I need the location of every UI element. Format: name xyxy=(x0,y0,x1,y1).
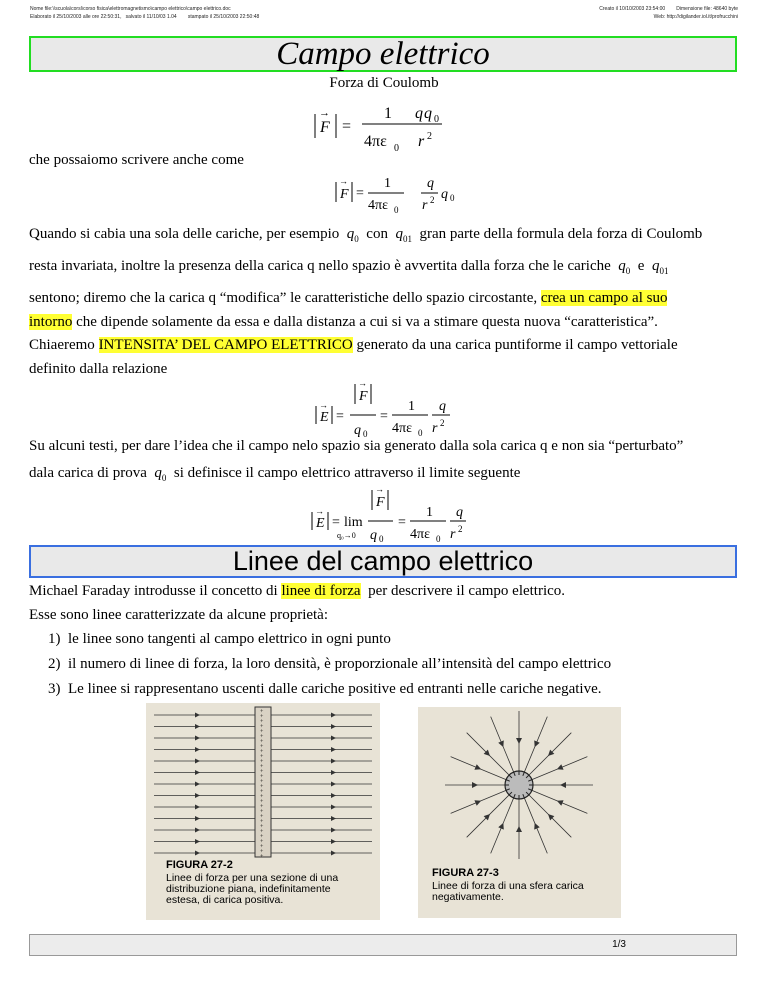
plus-sign: + xyxy=(260,799,264,805)
arrow-icon xyxy=(498,740,506,748)
figure-caption xyxy=(166,873,338,906)
plus-sign: + xyxy=(260,834,264,840)
plus-sign: + xyxy=(260,759,264,765)
sup-2: 2 xyxy=(440,418,445,428)
arrow-icon xyxy=(195,759,200,764)
sub-zero: 0 xyxy=(436,534,441,544)
plus-sign: + xyxy=(260,779,264,785)
text: che dipende solamente da essa e dalla distanza a cui si va a stimare questa nuova “caratteristica”. xyxy=(76,314,658,330)
text: sentono; diremo che la carica q “modifica” le caratteristiche dello spazio circostante, xyxy=(29,290,538,306)
eq-sign: = xyxy=(356,186,364,201)
header-created: Creato il 10/10/2003 23:54:00 xyxy=(599,6,666,12)
plus-sign: + xyxy=(260,754,264,760)
arrow-icon xyxy=(195,805,200,810)
sub-zero: 0 xyxy=(418,428,423,438)
formula-limit-definition xyxy=(308,486,468,546)
arrow-icon xyxy=(331,782,336,787)
section2-intro xyxy=(29,582,565,600)
arrow-icon xyxy=(195,713,200,718)
arrow-icon xyxy=(195,828,200,833)
plus-sign: + xyxy=(260,854,264,860)
sub-zero: 0 xyxy=(450,193,455,203)
text: Chiaeremo xyxy=(29,337,95,353)
figure-title: FIGURA 27-3 xyxy=(432,867,499,879)
props-intro: Esse sono linee caratterizzate da alcune proprietà: xyxy=(29,607,329,623)
plus-sign: + xyxy=(260,744,264,750)
sym-q: q xyxy=(427,176,434,191)
sym-q: q xyxy=(456,505,463,520)
lim-symbol: lim xyxy=(344,515,363,530)
arrow-icon xyxy=(472,782,478,788)
arrow-icon xyxy=(331,793,336,798)
caption-line: distribuzione piana, indefinitamente xyxy=(166,883,331,895)
plus-sign: + xyxy=(260,709,264,715)
sub-zero: 0 xyxy=(363,429,368,439)
sub-zero: 0 xyxy=(434,114,439,125)
arrow-icon xyxy=(474,764,482,772)
arrow-icon xyxy=(331,713,336,718)
plus-sign: + xyxy=(260,724,264,730)
eq-sign: = xyxy=(380,409,388,424)
sym-r: r xyxy=(422,198,428,213)
subtitle-coulomb: Forza di Coulomb xyxy=(329,75,439,91)
arrow-icon xyxy=(331,816,336,821)
caption-line: Linee di forza di una sfera carica xyxy=(432,880,584,892)
plus-sign: + xyxy=(260,814,264,820)
eq-sign: = xyxy=(342,118,352,135)
num-one: 1 xyxy=(408,399,415,414)
arrow-icon xyxy=(195,724,200,729)
num-one: 1 xyxy=(384,105,392,122)
arrow-icon xyxy=(331,805,336,810)
sub-zero: 0 xyxy=(394,205,399,215)
arrow-icon xyxy=(516,738,522,744)
arrow-icon xyxy=(560,782,566,788)
num-one: 1 xyxy=(384,176,391,191)
page-number: 1/3 xyxy=(612,939,626,950)
formula-coulomb-1 xyxy=(310,96,460,156)
item-number: 3) xyxy=(48,681,61,697)
plus-sign: + xyxy=(260,819,264,825)
plus-sign: + xyxy=(260,764,264,770)
sym-q0: q xyxy=(441,187,448,202)
svg-text:→: → xyxy=(339,176,348,186)
plus-sign: + xyxy=(260,734,264,740)
list-item xyxy=(48,655,611,673)
text: si definisce il campo elettrico attraverso il limite seguente xyxy=(173,465,521,481)
header-saved: salvato il 11/10/03 1.04 xyxy=(125,14,177,20)
sym-q0: q xyxy=(370,528,377,543)
sup-2: 2 xyxy=(458,524,463,534)
plus-sign: + xyxy=(260,769,264,775)
page-footer xyxy=(29,934,737,956)
text: dala carica di prova xyxy=(29,465,147,481)
list-item xyxy=(48,680,602,698)
figure-title: FIGURA 27-2 xyxy=(166,859,233,871)
arrow-icon xyxy=(195,770,200,775)
list-item xyxy=(48,630,391,648)
symbol-F: F xyxy=(376,495,385,510)
arrow-icon xyxy=(195,793,200,798)
arrow-icon xyxy=(331,747,336,752)
arrow-icon xyxy=(195,736,200,741)
arrow-icon xyxy=(474,798,482,806)
para1-line4 xyxy=(29,313,658,331)
para3-line2: dala carica di prova $q_0$ si definisce il campo elettrico attraverso il limite seguente xyxy=(29,465,521,483)
plus-sign: + xyxy=(260,714,264,720)
arrow-icon xyxy=(516,826,522,832)
lim-subscript: q₀→0 xyxy=(337,531,356,540)
para2-line2: definito dalla relazione xyxy=(29,361,168,377)
plus-sign: + xyxy=(260,829,264,835)
plus-sign: + xyxy=(260,824,264,830)
caption-line: negativamente. xyxy=(432,891,504,903)
arrow-icon xyxy=(195,782,200,787)
arrow-icon xyxy=(195,816,200,821)
symbol-F: F xyxy=(340,187,349,202)
svg-text:→: → xyxy=(319,400,328,410)
text: Michael Faraday introdusse il concetto di xyxy=(29,583,278,599)
arrow-icon xyxy=(331,839,336,844)
item-number: 2) xyxy=(48,656,61,672)
plus-sign: + xyxy=(260,794,264,800)
formula-field-definition xyxy=(312,378,462,440)
denom-4pieps: 4πε xyxy=(410,527,430,542)
arrow-icon xyxy=(331,736,336,741)
figure-27-2 xyxy=(146,703,380,920)
highlight-text: linee di forza xyxy=(281,583,361,599)
arrow-icon xyxy=(556,764,564,772)
header-file-info xyxy=(30,5,259,21)
para1-line2: resta invariata, inoltre la presenza della carica q nello spazio è avvertita dalla forza che le cariche $q_0$ e $q_{01}$ xyxy=(29,258,669,276)
para3-line1: Su alcuni testi, per dare l’idea che il campo nelo spazio sia generato dalla sola carica q e non sia “perturbato” xyxy=(29,438,684,454)
text: con xyxy=(366,226,388,242)
num-one: 1 xyxy=(426,505,433,520)
eq-sign: = xyxy=(398,515,406,530)
title-text: Linee del campo elettrico xyxy=(232,546,534,576)
plus-sign: + xyxy=(260,804,264,810)
figure-caption xyxy=(432,881,584,903)
text: generato da una carica puntiforme il campo vettoriale xyxy=(356,337,678,353)
text: Quando si cabia una sola delle cariche, per esempio xyxy=(29,226,340,242)
header-size: Dimensione file: 48640 byte xyxy=(676,6,738,12)
sym-q: q xyxy=(439,399,446,414)
plus-sign: + xyxy=(260,844,264,850)
highlight-text: crea un campo al suo xyxy=(540,290,668,306)
denom-4pieps: 4πε xyxy=(392,421,412,436)
plus-sign: + xyxy=(260,774,264,780)
header-filename: Nome file:\\scuola\corsi\corso fisica\elettromagnetismo\campo elettrico\campo elettrico.doc xyxy=(30,6,231,12)
denom-4pieps: 4πε xyxy=(364,133,387,150)
highlight-text: intorno xyxy=(29,314,73,330)
item-number: 1) xyxy=(48,631,61,647)
sub-zero: 0 xyxy=(394,143,399,154)
figure-27-3 xyxy=(418,707,621,918)
formula-coulomb-2 xyxy=(332,170,472,220)
plus-sign: + xyxy=(260,839,264,845)
para1-line1: Quando si cabia una sola delle cariche, per esempio $q_0$ con $q_{01}$ gran parte della formula dela forza di Coulomb xyxy=(29,226,703,244)
caption-line: Linee di forza per una sezione di una xyxy=(166,872,339,884)
plus-sign: + xyxy=(260,739,264,745)
denom-4pieps: 4πε xyxy=(368,198,388,213)
plus-sign: + xyxy=(260,719,264,725)
header-web: Web: http://digilander.iol.it/profrucchini xyxy=(653,14,738,20)
caption-line: estesa, di carica positiva. xyxy=(166,894,284,906)
svg-text:→: → xyxy=(375,486,384,494)
plus-sign: + xyxy=(260,809,264,815)
text: per descrivere il campo elettrico. xyxy=(368,583,566,599)
symbol-E: E xyxy=(320,410,329,425)
eq-sign: = xyxy=(332,515,340,530)
header-meta xyxy=(599,5,738,21)
sym-r: r xyxy=(432,421,438,436)
text: resta invariata, inoltre la presenza della carica q nello spazio è avvertita dalla forza che le cariche xyxy=(29,258,611,274)
arrow-icon xyxy=(331,828,336,833)
arrow-icon xyxy=(331,851,336,856)
item-text: Le linee si rappresentano uscenti dalle cariche positive ed entranti nelle cariche negative. xyxy=(68,681,602,697)
svg-text:→: → xyxy=(319,107,330,119)
para2-line1 xyxy=(29,336,678,354)
plus-sign: + xyxy=(260,784,264,790)
item-text: il numero di linee di forza, la loro densità, è proporzionale all’intensità del campo elettrico xyxy=(68,656,612,672)
sup-2: 2 xyxy=(430,195,435,205)
section-title-linee xyxy=(29,545,737,578)
arrow-icon xyxy=(556,798,564,806)
plus-sign: + xyxy=(260,749,264,755)
plus-sign: + xyxy=(260,729,264,735)
sym-q0: q xyxy=(354,423,361,438)
text: gran parte della formula dela forza di Coulomb xyxy=(419,226,703,242)
symbol-E: E xyxy=(316,516,325,531)
header-elaborated: Elaborato il 25/10/2003 alle ore 22:50:31, xyxy=(30,14,122,20)
text: e xyxy=(637,258,645,274)
arrow-icon xyxy=(331,759,336,764)
symbol-F: F xyxy=(320,119,330,136)
arrow-icon xyxy=(195,747,200,752)
svg-text:→: → xyxy=(358,378,367,388)
sub-zero: 0 xyxy=(379,534,384,544)
arrow-icon xyxy=(195,839,200,844)
para1-line3 xyxy=(29,289,667,307)
arrow-icon xyxy=(331,724,336,729)
item-text: le linee sono tangenti al campo elettrico in ogni punto xyxy=(68,631,391,647)
arrow-icon xyxy=(331,770,336,775)
highlight-text: INTENSITA’ DEL CAMPO ELETTRICO xyxy=(98,337,353,353)
sup-2: 2 xyxy=(427,131,432,142)
symbol-F: F xyxy=(359,389,368,404)
sym-r: r xyxy=(418,133,425,150)
sphere-field-lines-illustration xyxy=(418,707,621,867)
eq-sign: = xyxy=(336,409,344,424)
title-text: Campo elettrico xyxy=(276,36,490,72)
sym-q: q xyxy=(415,105,423,122)
plus-sign: + xyxy=(260,849,264,855)
arrow-icon xyxy=(498,822,506,830)
header-printed: stampato il 25/10/2003 22:50:48 xyxy=(187,14,260,20)
arrow-icon xyxy=(532,740,540,748)
arrow-icon xyxy=(195,851,200,856)
svg-text:→: → xyxy=(315,506,324,516)
plane-field-lines-illustration xyxy=(146,703,380,863)
arrow-icon xyxy=(532,822,540,830)
text-can-write: che possaiomo scrivere anche come xyxy=(29,152,244,168)
plus-sign: + xyxy=(260,789,264,795)
sym-q0: q xyxy=(424,105,432,122)
sym-r: r xyxy=(450,527,456,542)
section-title-campo-elettrico xyxy=(29,36,737,72)
